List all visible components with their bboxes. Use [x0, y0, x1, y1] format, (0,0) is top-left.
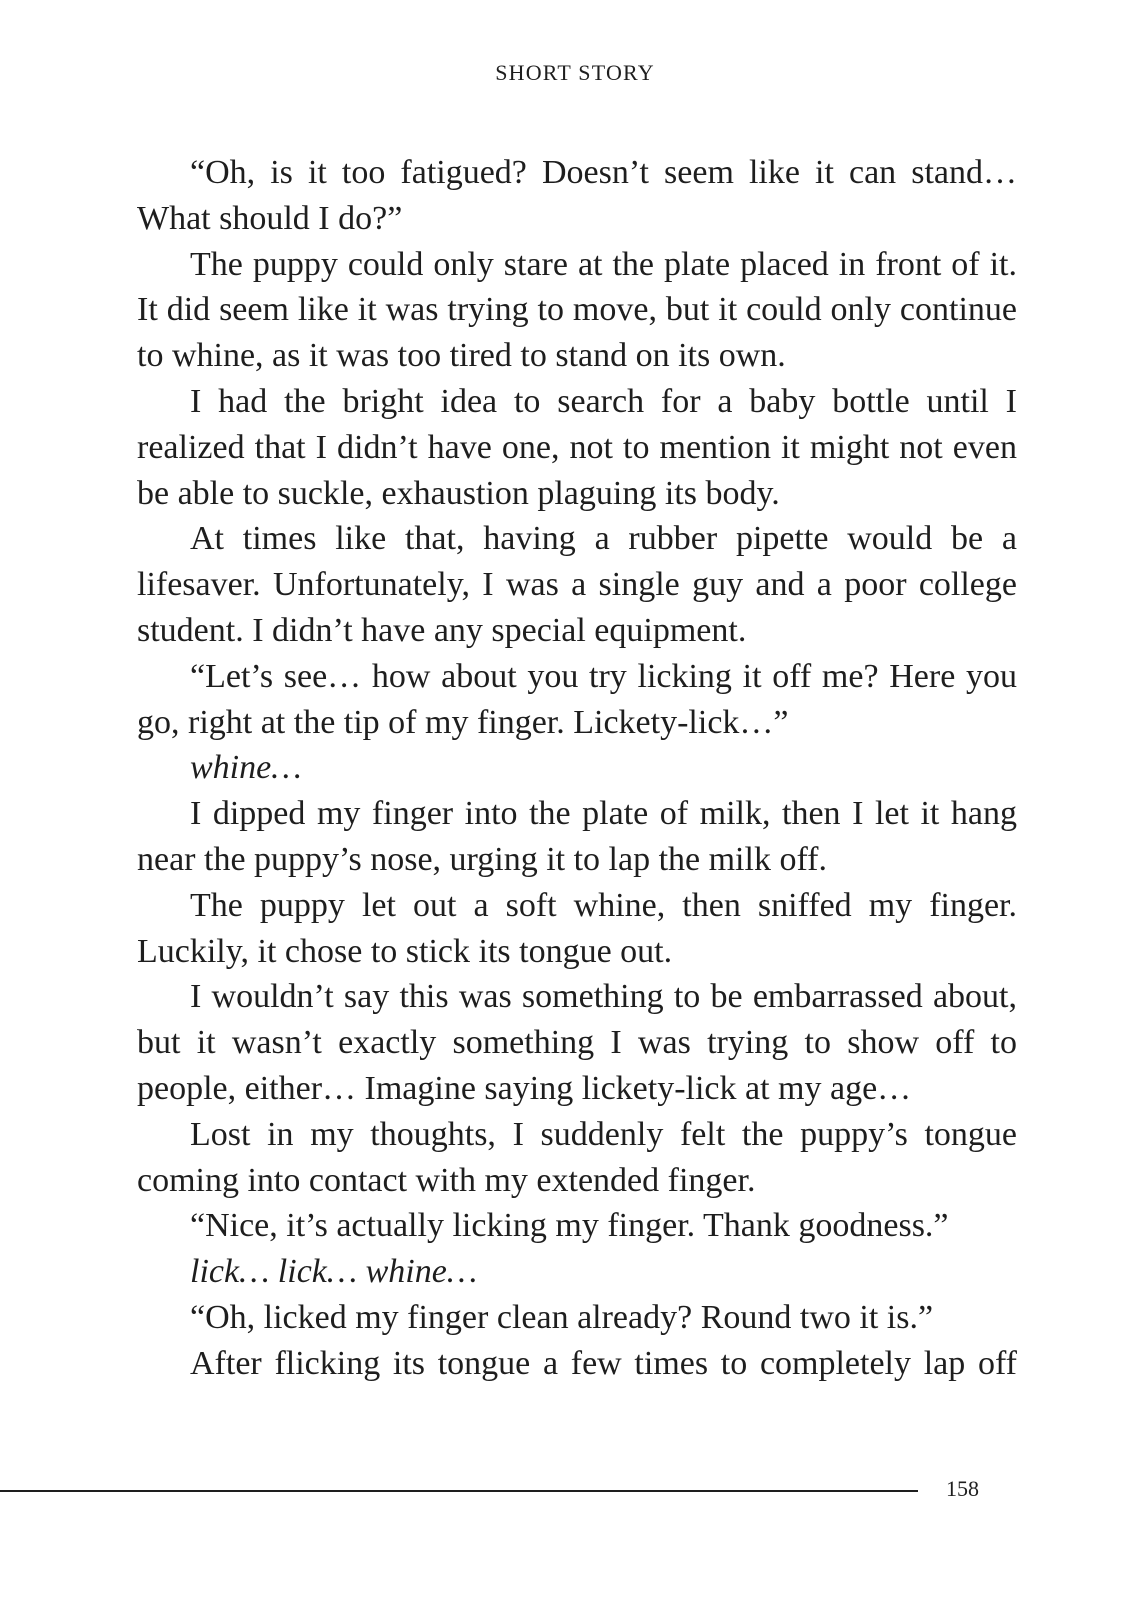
story-body [137, 150, 1017, 1387]
paragraph: “Oh, is it too fatigued? Doesn’t seem like it can stand… What should I do?” [137, 154, 1017, 237]
paragraph: The puppy could only stare at the plate placed in front of it. It did seem like it was trying to move, but it could only continue to whine, as it was too tired to stand on its own. [137, 245, 1017, 375]
paragraph: Lost in my thoughts, I suddenly felt the puppy’s tongue coming into contact with my extended finger. [137, 1115, 1017, 1199]
paragraph: “Oh, licked my finger clean already? Round two it is.” [190, 1298, 934, 1336]
page-number: 158 [946, 1476, 979, 1501]
paragraph: I had the bright idea to search for a baby bottle until I realized that I didn’t have one, not to mention it might not even be able to suckle, exhaustion plaguing its body. [137, 382, 1017, 512]
paragraph: I dipped my finger into the plate of milk, then I let it hang near the puppy’s nose, urging it to lap the milk off. [137, 795, 1017, 878]
footer-rule [0, 1490, 918, 1492]
paragraph: I wouldn’t say this was something to be embarrassed about, but it wasn’t exactly something I was trying to show off to people, either… Imagine saying lickety-lick at my age… [137, 978, 1017, 1107]
sound-effect: whine… [190, 749, 302, 787]
paragraph: “Let’s see… how about you try licking it off me? Here you go, right at the tip of my finger. Lickety-lick…” [137, 657, 1017, 741]
running-header: SHORT STORY [495, 60, 655, 85]
paragraph: The puppy let out a soft whine, then sniffed my finger. Luckily, it chose to stick its tongue out. [137, 886, 1017, 970]
paragraph: After flicking its tongue a few times to completely lap off [190, 1344, 1017, 1382]
paragraph: “Nice, it’s actually licking my finger. Thank goodness.” [190, 1207, 949, 1245]
sound-effect: lick… lick… whine… [190, 1253, 478, 1291]
paragraph: At times like that, having a rubber pipette would be a lifesaver. Unfortunately, I was a single guy and a poor college student. I didn’t have any special equipment. [137, 520, 1017, 649]
